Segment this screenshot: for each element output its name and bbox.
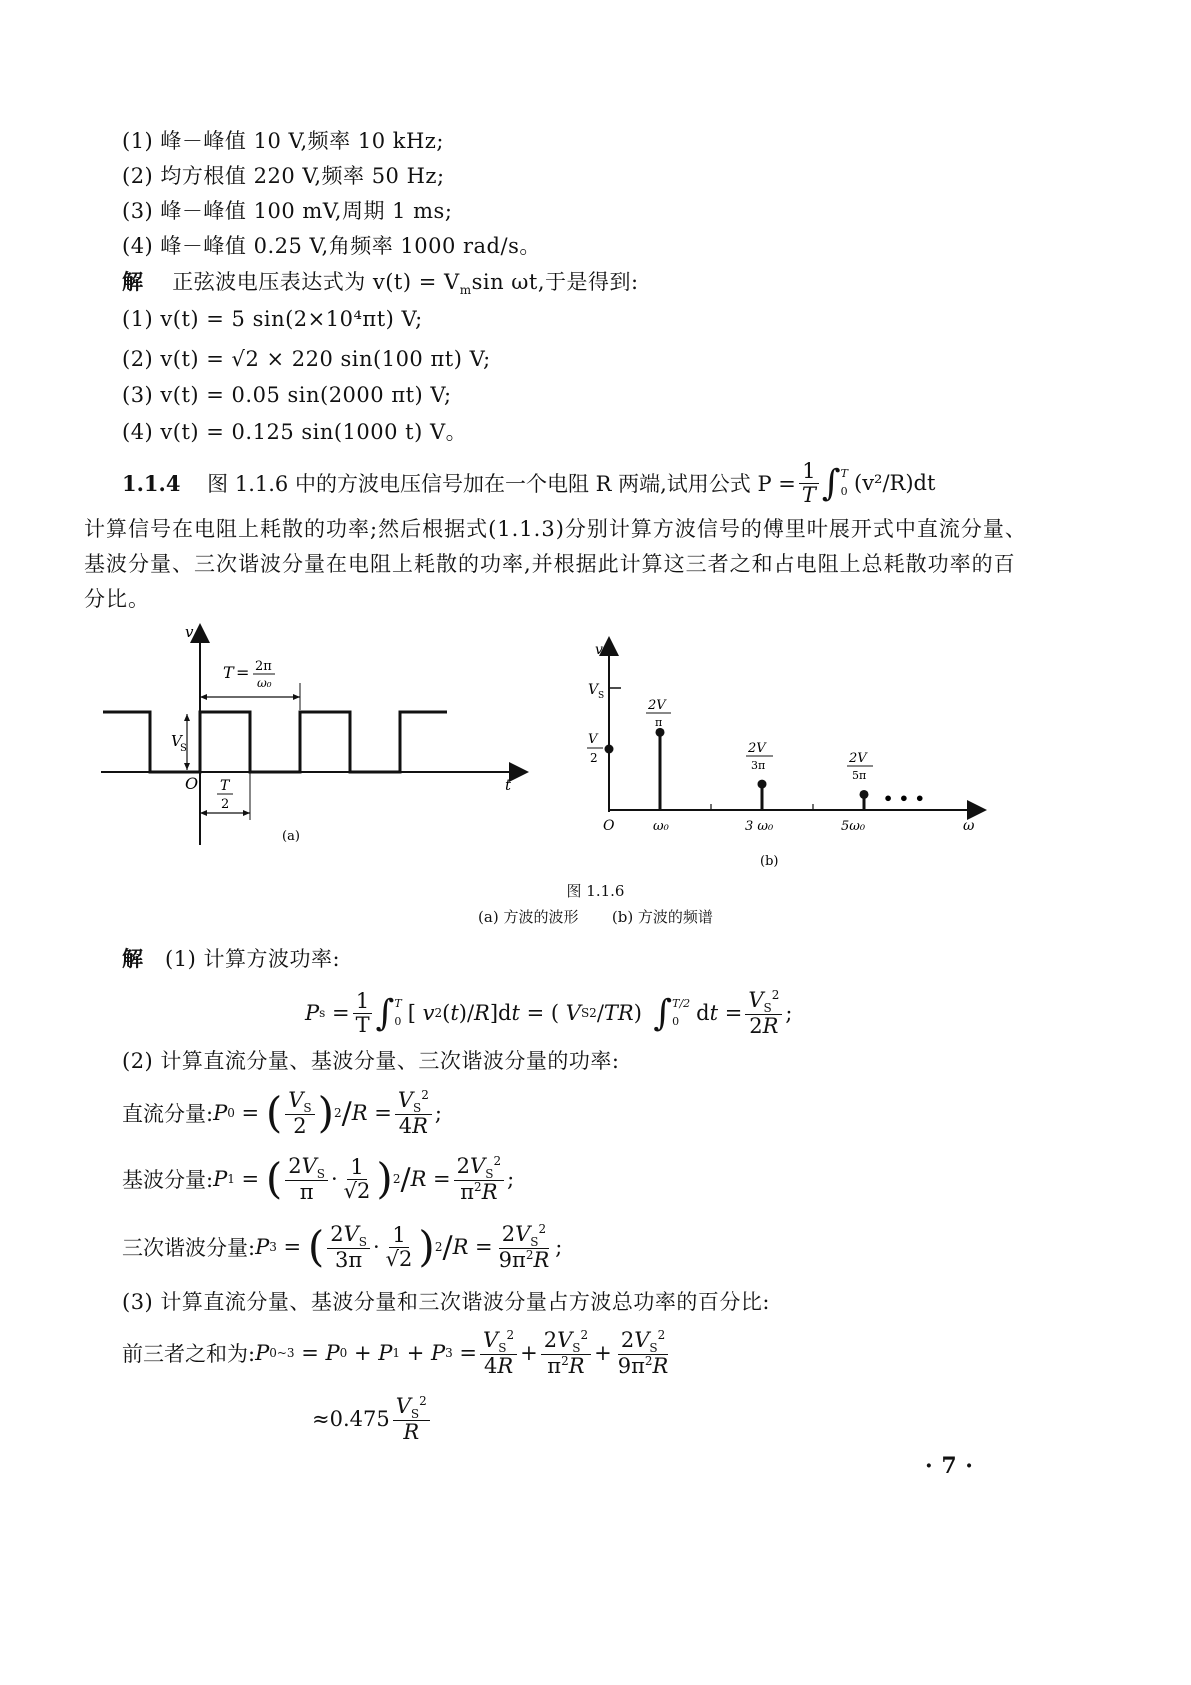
fig-b-stem5-den: 5π <box>852 769 867 782</box>
figure-a-square-wave <box>95 615 535 850</box>
figure-b-spectrum <box>585 632 995 872</box>
fig-b-dots: • • • <box>883 789 925 808</box>
answer-3: (3) v(t) = 0.05 sin(2000 πt) V; <box>122 383 452 407</box>
fig-b-stem3-den: 3π <box>751 759 766 772</box>
square-wave-power-formula: P s = $\frac{1}{T}$ ∫ T 0 [ v 2 ( t )/ R ]d t = ( V S 2 / TR ) ∫ T/2 0 d t = $\frac{V_S^2}{2R}$ ; <box>305 987 793 1039</box>
problem-statement: 1.1.4 图 1.1.6 中的方波电压信号加在一个电阻 R 两端,试用公式 P = $\frac{1}{T}$ ∫ T 0 (v²/R)dt <box>122 459 936 507</box>
fig-a-period-den: ω₀ <box>257 676 272 690</box>
third-harmonic-power-formula: 三次谐波分量: P 3 = ( $\frac{2V_S}{3\pi}$ · $\frac{1}{√2}$ ) 2 / R = $\frac{2V_S^2}{9\pi^2R}$ ; <box>122 1221 563 1273</box>
fig-b-origin: O <box>603 818 615 834</box>
answer-1: (1) v(t) = 5 sin(2×10⁴πt) V; <box>122 307 423 331</box>
solution-label: 解 <box>122 269 144 294</box>
fig-b-vs-sub: S <box>598 691 605 701</box>
third-label: 三次谐波分量: <box>122 1236 256 1260</box>
solution2-label: 解 <box>122 946 144 971</box>
fig-a-amp-label: V <box>171 732 182 750</box>
figure-title: 图 1.1.6 <box>566 882 625 900</box>
fig-b-caption: (b) <box>760 854 779 869</box>
fig-b-stem1-num: 2V <box>648 698 666 713</box>
fig-a-v-label: v <box>185 623 194 641</box>
fundamental-power-formula: 基波分量: P 1 = ( $\frac{2V_S}{\pi}$ · $\frac{1}{√2}$ ) 2 / R = $\frac{2V_S^2}{\pi^2R}$ ; <box>122 1153 515 1205</box>
square-wave-trace <box>103 712 447 772</box>
fig-b-x3: 3 ω₀ <box>745 819 774 834</box>
answer-2: (2) v(t) = √2 × 220 sin(100 πt) V; <box>122 347 491 371</box>
stem-point <box>605 745 614 754</box>
dc-label: 直流分量: <box>122 1102 214 1126</box>
dc-power-formula: 直流分量: P 0 = ( $\frac{V_S}{2}$ ) 2 / R = $\frac{V_S^2}{4R}$ ; <box>122 1087 442 1139</box>
solution-intro-text: 正弦波电压表达式为 v(t) = V <box>172 270 460 294</box>
subcaption-b: (b) 方波的频谱 <box>611 908 713 926</box>
stem-point <box>860 790 869 799</box>
fig-b-stem5-num: 2V <box>849 751 867 766</box>
fig-b-v-label: v <box>595 642 603 658</box>
fig-b-half-den: 2 <box>590 751 598 765</box>
problem-continuation: 计算信号在电阻上耗散的功率;然后根据式(1.1.3)分别计算方波信号的傅里叶展开式中直流分量、基波分量、三次谐波分量在电阻上耗散的功率,并根据此计算这三者之和占电阻上总耗散功率的百分比。 <box>84 517 1027 611</box>
fig-a-caption: (a) <box>282 829 300 844</box>
answer-4: (4) v(t) = 0.125 sin(1000 t) V。 <box>122 420 468 444</box>
fig-b-vs-label: V <box>588 682 599 698</box>
item-3: (3) 峰－峰值 100 mV,周期 1 ms; <box>122 199 453 223</box>
page-number: · 7 · <box>925 1453 974 1479</box>
solution2-step3: (3) 计算直流分量、基波分量和三次谐波分量占方波总功率的百分比: <box>122 1290 770 1314</box>
approx-formula: ≈0.475 $\frac{V_S^2}{R}$ <box>312 1388 433 1450</box>
approx-value: ≈0.475 <box>312 1407 390 1431</box>
stem-point <box>656 728 665 737</box>
item-2: (2) 均方根值 220 V,频率 50 Hz; <box>122 164 445 188</box>
step1-text: (1) 计算方波功率: <box>165 947 341 971</box>
solution-intro-tail: sin ωt,于是得到: <box>471 270 639 294</box>
fig-a-period-num: 2π <box>255 659 272 674</box>
figure-subcaptions <box>0 906 1191 927</box>
fig-a-t-label: t <box>505 776 512 794</box>
fig-b-stem1-den: π <box>655 716 663 729</box>
fig-b-x1: ω₀ <box>653 819 669 834</box>
fig-b-stem3-num: 2V <box>748 741 766 756</box>
fig-a-half-num: T <box>220 778 230 794</box>
problem-number: 1.1.4 <box>122 470 181 496</box>
problem-text-start: 图 1.1.6 中的方波电压信号加在一个电阻 R 两端,试用公式 P = <box>207 472 796 496</box>
problem-formula-tail: (v²/R)dt <box>854 471 936 495</box>
sum-label: 前三者之和为: <box>122 1342 256 1366</box>
stem-point <box>758 780 767 789</box>
fig-b-w-label: ω <box>963 818 975 834</box>
sum-power-formula: 前三者之和为: P 0~3 = P 0 + P 1 + P 3 = $\frac{V_S^2}{4R}$ + $\frac{2V_S^2}{\pi^2R}$ + $\frac{2V_S^2}{9\pi^2R}$ <box>122 1327 669 1379</box>
solution2-step1 <box>122 945 340 973</box>
intro-sub: m <box>459 283 472 298</box>
fig-b-x5: 5ω₀ <box>841 819 866 834</box>
solution-intro <box>122 268 639 304</box>
item-4: (4) 峰－峰值 0.25 V,角频率 1000 rad/s。 <box>122 234 541 258</box>
item-1: (1) 峰－峰值 10 V,频率 10 kHz; <box>122 129 444 153</box>
fig-a-amp-sub: S <box>180 743 187 754</box>
spectrum-stems <box>605 728 869 810</box>
subcaption-a: (a) 方波的波形 <box>478 908 579 926</box>
fund-label: 基波分量: <box>122 1168 214 1192</box>
fig-b-half-num: V <box>588 732 598 747</box>
svg-text:=: = <box>236 663 250 682</box>
fig-a-half-den: 2 <box>221 797 230 812</box>
solution2-step2: (2) 计算直流分量、基波分量、三次谐波分量的功率: <box>122 1049 620 1073</box>
fig-a-origin-label: O <box>185 774 199 793</box>
fig-a-period-t: T <box>223 663 234 682</box>
